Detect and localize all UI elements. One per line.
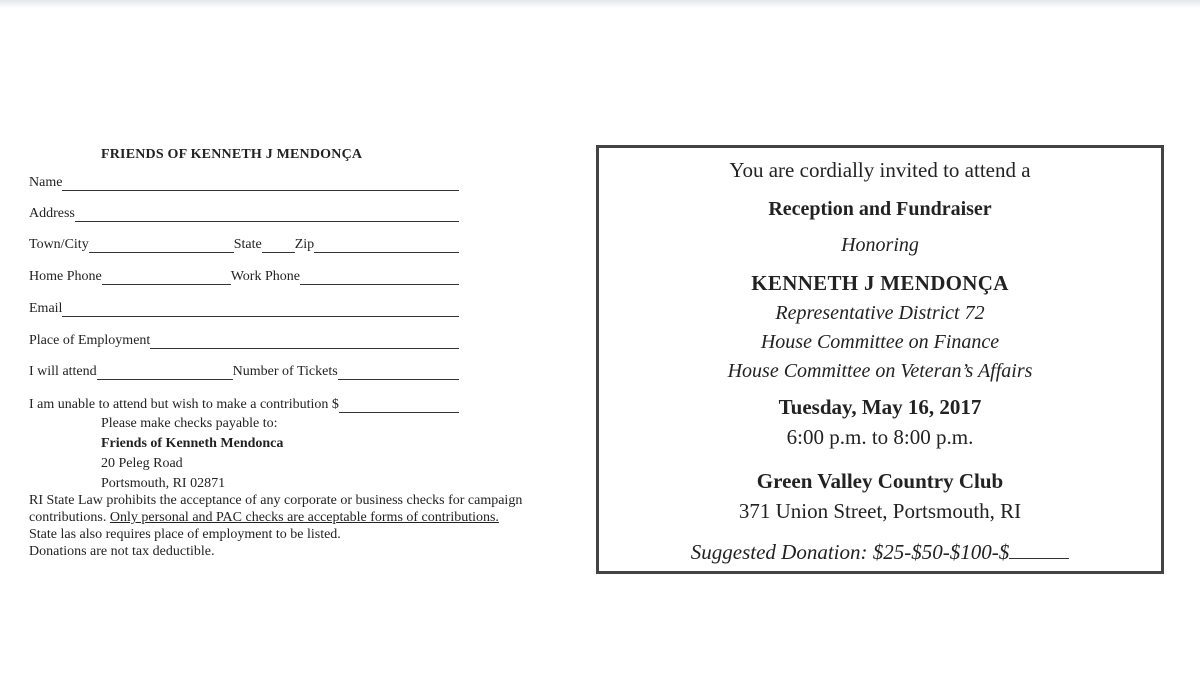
- honoree-name: KENNETH J MENDONÇA: [751, 271, 1009, 295]
- law-notice: [29, 492, 529, 560]
- invitation-box: [596, 145, 1164, 574]
- email-row: [29, 299, 459, 317]
- will-attend-field[interactable]: [97, 365, 233, 380]
- town-city-label: Town/City: [29, 237, 89, 252]
- committee-finance: House Committee on Finance: [760, 331, 1000, 353]
- suggested-donation: [599, 540, 1161, 565]
- payee-street: 20 Peleg Road: [101, 456, 183, 471]
- zip-label: Zip: [294, 237, 315, 252]
- work-phone-label: Work Phone: [230, 269, 300, 284]
- tax-note: Donations are not tax deductible.: [29, 544, 215, 559]
- payee-name: Friends of Kenneth Mendonca: [101, 436, 284, 451]
- address-row: [29, 204, 459, 222]
- employment-row: [29, 331, 459, 349]
- attend-row: [29, 362, 459, 380]
- event-time: 6:00 p.m. to 8:00 p.m.: [786, 425, 974, 449]
- address-label: Address: [29, 206, 75, 221]
- invitation-intro: You are cordially invited to attend a: [729, 158, 1031, 182]
- payable-block: [101, 414, 283, 494]
- form-title: FRIENDS OF KENNETH J MENDONÇA: [101, 147, 363, 162]
- contribution-field[interactable]: [339, 398, 459, 413]
- work-phone-field[interactable]: [300, 270, 459, 285]
- email-field[interactable]: [62, 302, 459, 317]
- employment-field[interactable]: [150, 334, 459, 349]
- contribution-label: I am unable to attend but wish to make a contribution $: [29, 397, 339, 412]
- event-date: Tuesday, May 16, 2017: [778, 395, 982, 419]
- payee-city: Portsmouth, RI 02871: [101, 476, 226, 491]
- venue-name: Green Valley Country Club: [756, 469, 1004, 493]
- payable-intro: Please make checks payable to:: [101, 416, 278, 431]
- home-phone-label: Home Phone: [29, 269, 102, 284]
- donation-text: Suggested Donation: $25-$50-$100-$: [690, 540, 1010, 564]
- committee-veterans: House Committee on Veteran’s Affairs: [727, 360, 1033, 382]
- email-label: Email: [29, 301, 63, 316]
- state-label: State: [233, 237, 262, 252]
- contribution-row: [29, 395, 459, 413]
- name-label: Name: [29, 175, 63, 190]
- donation-amount-field[interactable]: [1009, 540, 1069, 559]
- state-field[interactable]: [262, 238, 295, 253]
- name-field[interactable]: [62, 176, 459, 191]
- town-city-field[interactable]: [89, 238, 234, 253]
- venue-address: 371 Union Street, Portsmouth, RI: [738, 499, 1022, 523]
- employment-label: Place of Employment: [29, 333, 151, 348]
- town-state-zip-row: [29, 235, 459, 253]
- will-attend-label: I will attend: [29, 364, 97, 379]
- law-text-1: RI State Law prohibits the acceptance of any corporate or business checks for campaign contributions.: [29, 493, 523, 525]
- honoring-label: Honoring: [841, 234, 919, 256]
- event-title: Reception and Fundraiser: [768, 198, 992, 220]
- address-field[interactable]: [75, 207, 459, 222]
- district-title: Representative District 72: [775, 302, 985, 324]
- law-text-underlined: Only personal and PAC checks are acceptable forms of contributions.: [109, 510, 499, 525]
- tickets-field[interactable]: [338, 365, 459, 380]
- name-row: [29, 173, 459, 191]
- reply-form: [0, 0, 560, 675]
- tickets-label: Number of Tickets: [232, 364, 338, 379]
- phone-row: [29, 267, 459, 285]
- law-text-2: State las also requires place of employment to be listed.: [29, 527, 341, 542]
- home-phone-field[interactable]: [102, 270, 231, 285]
- zip-field[interactable]: [314, 238, 459, 253]
